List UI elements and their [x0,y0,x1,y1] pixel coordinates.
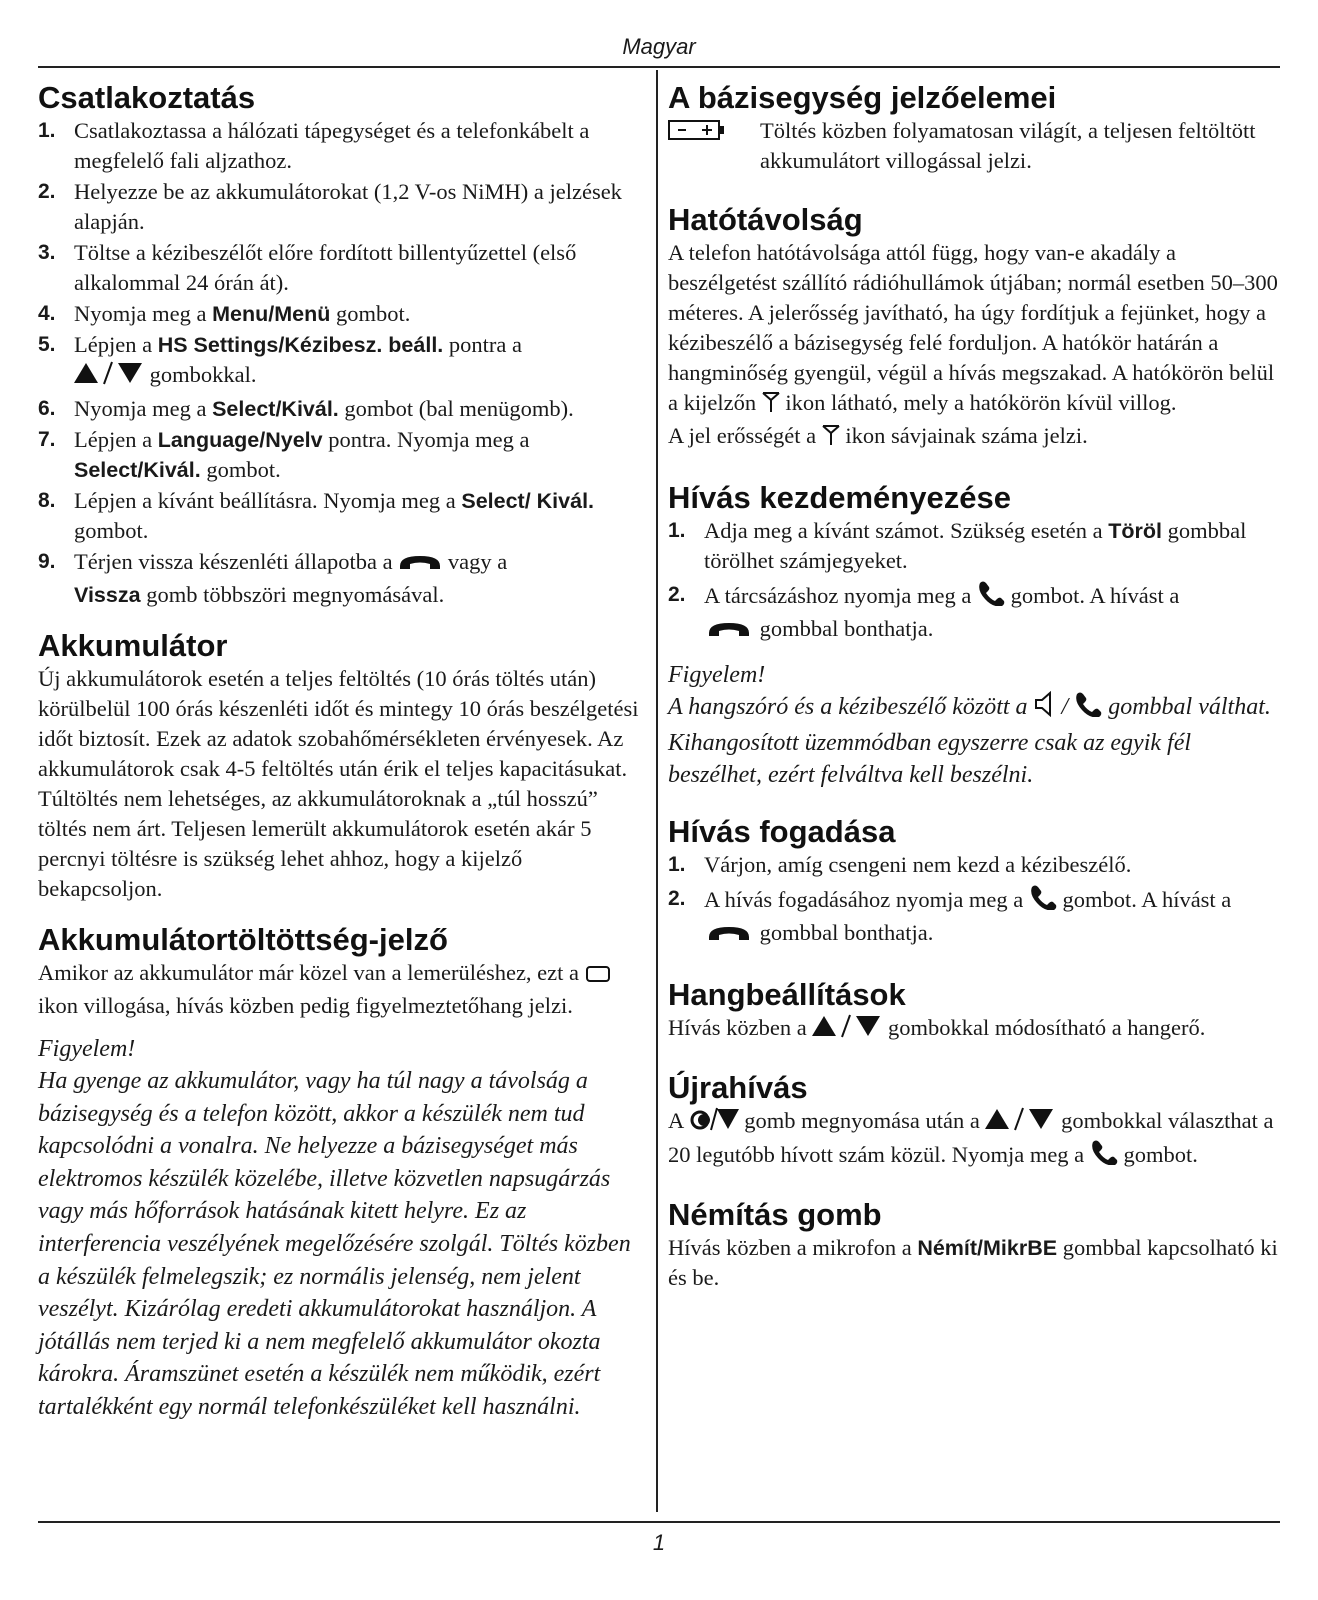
section-title-receive-call: Hívás fogadása [668,813,896,849]
call-note: A hangszóró és a kézibeszélő között a / gombbal válthat. Kihangosított üzemmódban egyszerre csak az egyik fél beszélhet, ezért felváltva kell beszélni. [668,691,1280,792]
charge-led-text: Töltés közben folyamatosan világít, a teljesen feltöltött akkumulátort villogással jelzi. [760,118,1256,173]
battery-note: Ha gyenge az akkumulátor, vagy ha túl nagy a távolság a bázisegység és a telefon között, akkor a készülék nem tud kapcsolódni a vonalra. Ne helyezze a bázisegységet más elektromos készülék közelébe, illetve közvetlen napsugárzás vagy más hőforrások hatásának kitett helyre. Ez az interferencia veszélyének megelőzésére szolgál. Töltés közben a készülék felmelegszik; ez normális jelenség, nem jelent veszélyt. Kizárólag eredeti akkumulátorokat használjon. A jótállás nem terjed ki a nem megfelelő akkumulátor okozta károkra. Áramszünet esetén a készülék nem működik, ezért tartalékként egy normál telefonkészüléket kell használni. [38,1068,631,1420]
section-redial [668,1070,1280,1173]
hang-up-icon [704,921,754,951]
section-range [668,202,1280,454]
section-title-base-indicators: A bázisegység jelzőelemei [668,80,1057,115]
arrow-up-down-icon [985,1107,1055,1139]
call-icon [1090,1139,1118,1173]
antenna-icon [822,424,840,454]
receive-call-step-2: 2. A hívás fogadásához nyomja meg a gombot. A hívást a gombbal bonthatja. [668,884,1280,951]
mute-text: Hívás közben a mikrofon a Némít/MikrBE gombbal kapcsolható ki és be. [668,1234,1278,1290]
speaker-icon [1034,691,1056,727]
battery-note-title: Figyelem! [38,1036,136,1062]
make-call-steps [668,516,1280,647]
section-connect [38,80,648,610]
antenna-icon [762,391,780,421]
section-title-redial: Újrahívás [668,1069,808,1105]
connect-step-7: 7. Lépjen a Language/Nyelv pontra. Nyomja meg a Select/Kivál. gombot. [38,427,530,482]
section-battery-level [38,922,648,1424]
battery-text: Új akkumulátorok esetén a teljes feltöltés (10 órás töltés után) körülbelül 100 órás készenléti időt és mintegy 10 órás beszélgetési időt biztosít. Ezek az adatok szobahőmérsékleten érvényesek. Az akkumulátorok csak 4-5 feltöltés után érik el teljes kapacitásukat. Túltöltés nem lehetséges, az akkumulátoroknak a „túl hosszú” töltés nem árt. Teljesen lemerült akkumulátorok esetén akár 5 percnyi töltésre is szükség lehet ahhoz, hogy a kijelző bekapcsoljon. [38,666,639,901]
section-title-range: Hatótávolság [668,202,863,237]
make-call-step-1: 1. Adja meg a kívánt számot. Szükség esetén a Töröl gombbal törölhet számjegyeket. [668,518,1247,573]
redial-icon [689,1107,739,1139]
connect-step-5: 5. Lépjen a HS Settings/Kézibesz. beáll. pontra a gombokkal. [38,330,648,393]
section-make-call [668,480,1280,792]
battery-icon [585,961,611,991]
left-column [38,80,648,1442]
charge-led-icon [668,120,728,145]
hang-up-icon [398,550,442,580]
right-column [668,80,1280,1311]
receive-call-step-1: 1. Várjon, amíg csengeni nem kezd a kézibeszélő. [668,851,1132,877]
section-title-battery-level: Akkumulátortöltöttség-jelző [38,922,448,957]
section-receive-call [668,814,1280,951]
call-icon [1029,884,1057,918]
header-language: Magyar [622,34,696,59]
redial-text: A gomb megnyomása után a gombokkal választhat a 20 legutóbb hívott szám közül. Nyomja meg a gombot. [668,1106,1280,1173]
battery-level-text: Amikor az akkumulátor már közel van a lemerüléshez, ezt a ikon villogása, hívás közben pedig figyelmeztetőhang jelzi. [38,958,648,1021]
page-header [38,30,1280,68]
hang-up-icon [704,617,754,647]
call-icon [1074,691,1102,727]
arrow-up-down-icon [812,1014,882,1046]
section-base-indicators [668,80,1280,176]
volume-text: Hívás közben a gombokkal módosítható a hangerő. [668,1013,1280,1046]
connect-step-3: 3. Töltse a kézibeszélőt előre fordított billentyűzettel (első alkalommal 24 órán át). [38,240,577,295]
connect-step-9: 9. Térjen vissza készenléti állapotba a vagy a Vissza gomb többszöri megnyomásával. [38,549,508,607]
section-title-connect: Csatlakoztatás [38,80,256,115]
section-title-make-call: Hívás kezdeményezése [668,480,1011,515]
call-icon [977,580,1005,614]
connect-step-8: 8. Lépjen a kívánt beállításra. Nyomja meg a Select/ Kivál. gombot. [38,488,595,543]
charge-led-row [668,116,1280,176]
call-note-title: Figyelem! [668,662,766,688]
footer-rule [38,1521,1280,1523]
range-text: A telefon hatótávolsága attól függ, hogy van-e akadály a beszélgetést szállító rádióhullámok útjában; normál esetben 50–300 méteres. A jelerősség javítható, ha úgy fordítjuk a fejünket, hogy a kézibeszélő a bázisegység felé forduljon. A hatókör határán a hangminőség gyengül, végül a hívás megszakad. A hatókörön belül a kijelzőn ikon látható, mely a hatókörön kívül villog. A jel erősségét a ikon sávjainak száma jelzi. [668,238,1280,454]
section-battery [38,628,648,904]
page-number: 1 [652,1530,666,1555]
section-mute [668,1197,1280,1293]
section-volume [668,977,1280,1046]
make-call-step-2: 2. A tárcsázáshoz nyomja meg a gombot. A hívást a gombbal bonthatja. [668,580,1280,647]
column-divider [656,70,658,1512]
receive-call-steps [668,850,1280,951]
connect-step-4: 4. Nyomja meg a Menu/Menü gombot. [38,301,411,326]
section-title-volume: Hangbeállítások [668,976,906,1012]
connect-steps [38,116,648,610]
connect-step-6: 6. Nyomja meg a Select/Kivál. gombot (bal menügomb). [38,396,574,421]
section-title-battery: Akkumulátor [38,628,228,663]
arrow-up-down-icon [74,361,144,393]
section-title-mute: Némítás gomb [668,1196,882,1232]
connect-step-1: 1. Csatlakoztassa a hálózati tápegységet és a telefonkábelt a megfelelő fali aljzathoz. [38,118,590,173]
connect-step-2: 2. Helyezze be az akkumulátorokat (1,2 V-os NiMH) a jelzések alapján. [38,179,622,234]
